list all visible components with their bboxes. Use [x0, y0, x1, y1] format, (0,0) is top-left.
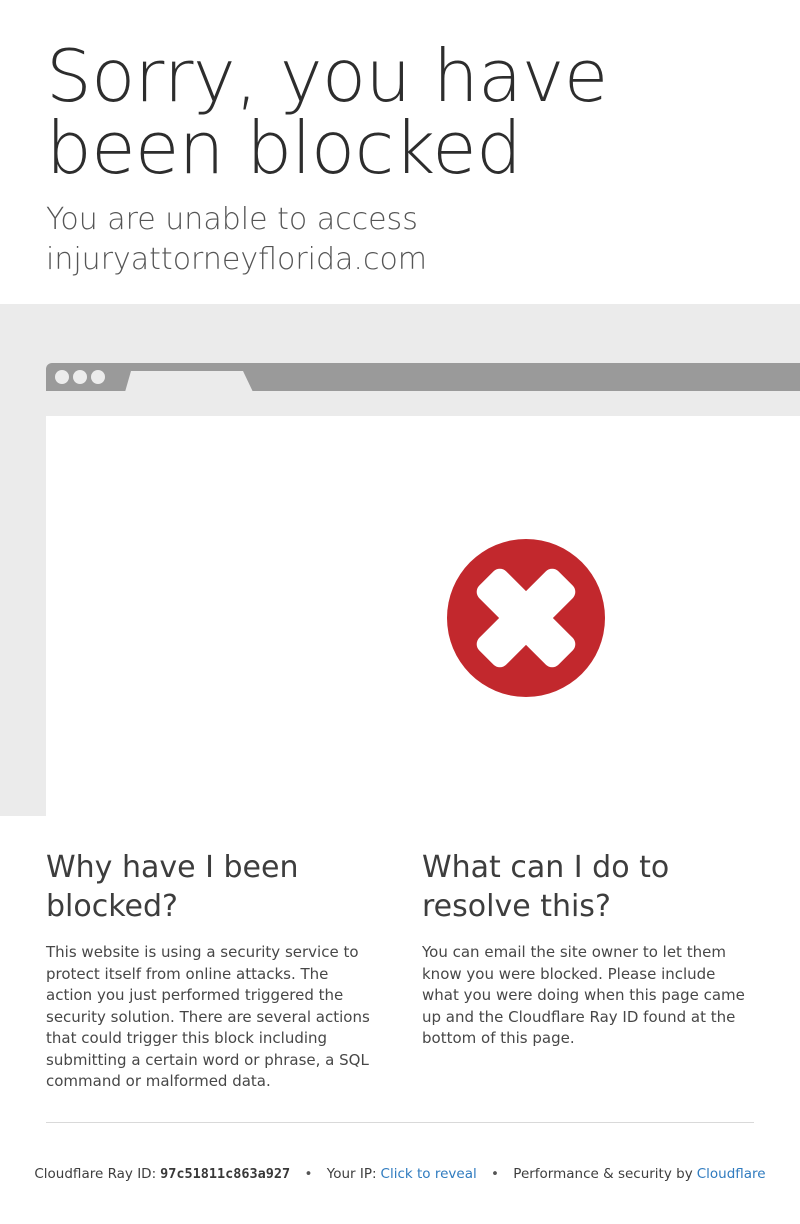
browser-titlebar-graphic: [46, 363, 800, 391]
why-blocked-heading: Why have I been blocked?: [46, 850, 299, 924]
blocked-domain: injuryattorneyflorida.com: [46, 242, 428, 277]
page-title: Sorry, you have been blocked: [46, 34, 608, 190]
resolve-body: You can email the site owner to let them know you were blocked. Please include what you were doing when this page came up and the Cloudflare Ray ID found at the bottom of this page.: [422, 943, 745, 1047]
performance-security-label: Performance & security by: [513, 1165, 693, 1182]
window-dot-icon: [55, 370, 69, 384]
resolve-section: [422, 848, 754, 1093]
footer: [0, 1123, 800, 1224]
ray-id-label: Cloudflare Ray ID:: [34, 1165, 157, 1182]
subtitle-text: You are unable to access: [46, 202, 418, 237]
why-blocked-body: This website is using a security service to protect itself from online attacks. The action you just performed triggered the security solution. There are several actions that could trigger this block including submitting a certain word or phrase, a SQL command or malformed data.: [46, 943, 370, 1090]
blocked-x-icon: [447, 539, 605, 697]
illustration-band: [0, 304, 800, 816]
info-columns: [0, 816, 800, 1093]
your-ip-label: Your IP:: [326, 1165, 377, 1182]
click-to-reveal-link[interactable]: Click to reveal: [380, 1165, 477, 1182]
browser-window-graphic: [46, 363, 800, 816]
footer-bullet: •: [304, 1165, 313, 1182]
page-subtitle: [46, 200, 754, 280]
page-header: [0, 0, 800, 280]
ray-id-value: 97c51811c863a927: [160, 1165, 291, 1182]
why-blocked-section: [46, 848, 378, 1093]
window-dot-icon: [91, 370, 105, 384]
resolve-heading: What can I do to resolve this?: [422, 850, 670, 924]
browser-content-area: [46, 416, 800, 816]
cloudflare-link[interactable]: Cloudflare: [696, 1165, 766, 1182]
browser-tab-graphic: [125, 371, 253, 392]
window-dot-icon: [73, 370, 87, 384]
footer-bullet: •: [491, 1165, 499, 1182]
